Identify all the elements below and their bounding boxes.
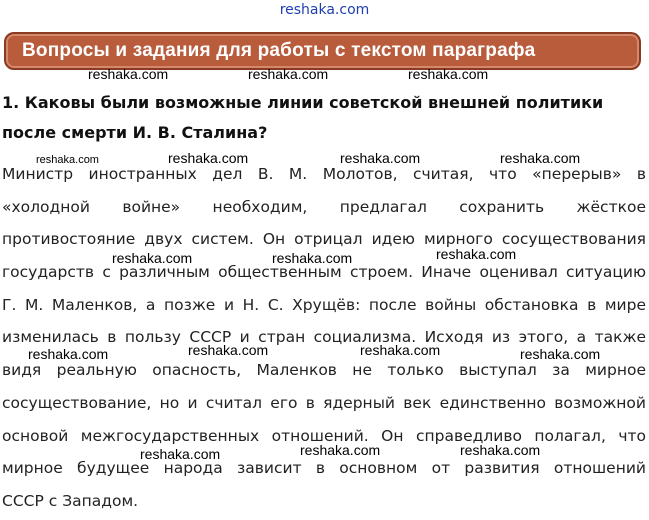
watermark: reshaka.com	[340, 150, 421, 166]
answer-line: государств с различным общественным строем. Иначе оценивал ситуацию	[2, 263, 646, 282]
answer-line: мирное будущее народа зависит в основном от развития отношений	[2, 459, 646, 478]
answer-line: Министр иностранных дел В. М. Молотов, считая, что «перерыв» в	[2, 165, 646, 183]
question	[2, 88, 646, 148]
watermark: reshaka.com	[436, 246, 517, 262]
watermark: reshaka.com	[28, 346, 109, 362]
watermark: reshaka.com	[272, 250, 353, 266]
question-line: после смерти И. В. Сталина?	[2, 123, 268, 142]
answer-line: изменилась в пользу СССР и стран социализма. Исходя из этого, а также	[2, 328, 646, 347]
watermark: reshaka.com	[88, 66, 169, 82]
answer-line: СССР с Западом.	[2, 491, 139, 510]
answer-text	[2, 158, 646, 518]
watermark: reshaka.com	[500, 150, 581, 166]
section-banner	[4, 32, 641, 70]
site-watermark-top: reshaka.com	[279, 2, 370, 18]
section-title: Вопросы и задания для работы с текстом параграфа	[22, 40, 536, 61]
answer-line: противостояние двух систем. Он отрицал идею мирного сосуществования	[2, 230, 646, 249]
watermark: reshaka.com	[300, 442, 381, 458]
answer-line: «холодной войне» необходим, предлагал сохранить жёсткое	[2, 197, 646, 216]
watermark: reshaka.com	[248, 66, 329, 82]
watermark: reshaka.com	[168, 150, 249, 166]
watermark: reshaka.com	[112, 250, 193, 266]
answer-line: сосуществование, но и считал его в ядерный век единственно возможной	[2, 393, 646, 412]
watermark: reshaka.com	[460, 442, 541, 458]
answer-line: Г. М. Маленков, а позже и Н. С. Хрущёв: после войны обстановка в мире	[2, 295, 646, 314]
watermark: reshaka.com	[520, 346, 601, 362]
watermark: reshaka.com	[360, 342, 441, 358]
watermark: reshaka.com	[36, 154, 99, 166]
watermark: reshaka.com	[188, 342, 269, 358]
watermark: reshaka.com	[408, 66, 489, 82]
question-line: 1. Каковы были возможные линии советской внешней политики	[2, 93, 604, 112]
answer-line: основой межгосударственных отношений. Он справедливо полагал, что	[2, 426, 646, 445]
watermark: reshaka.com	[140, 446, 221, 462]
answer-line: видя реальную опасность, Маленков не только выступал за мирное	[2, 361, 646, 380]
